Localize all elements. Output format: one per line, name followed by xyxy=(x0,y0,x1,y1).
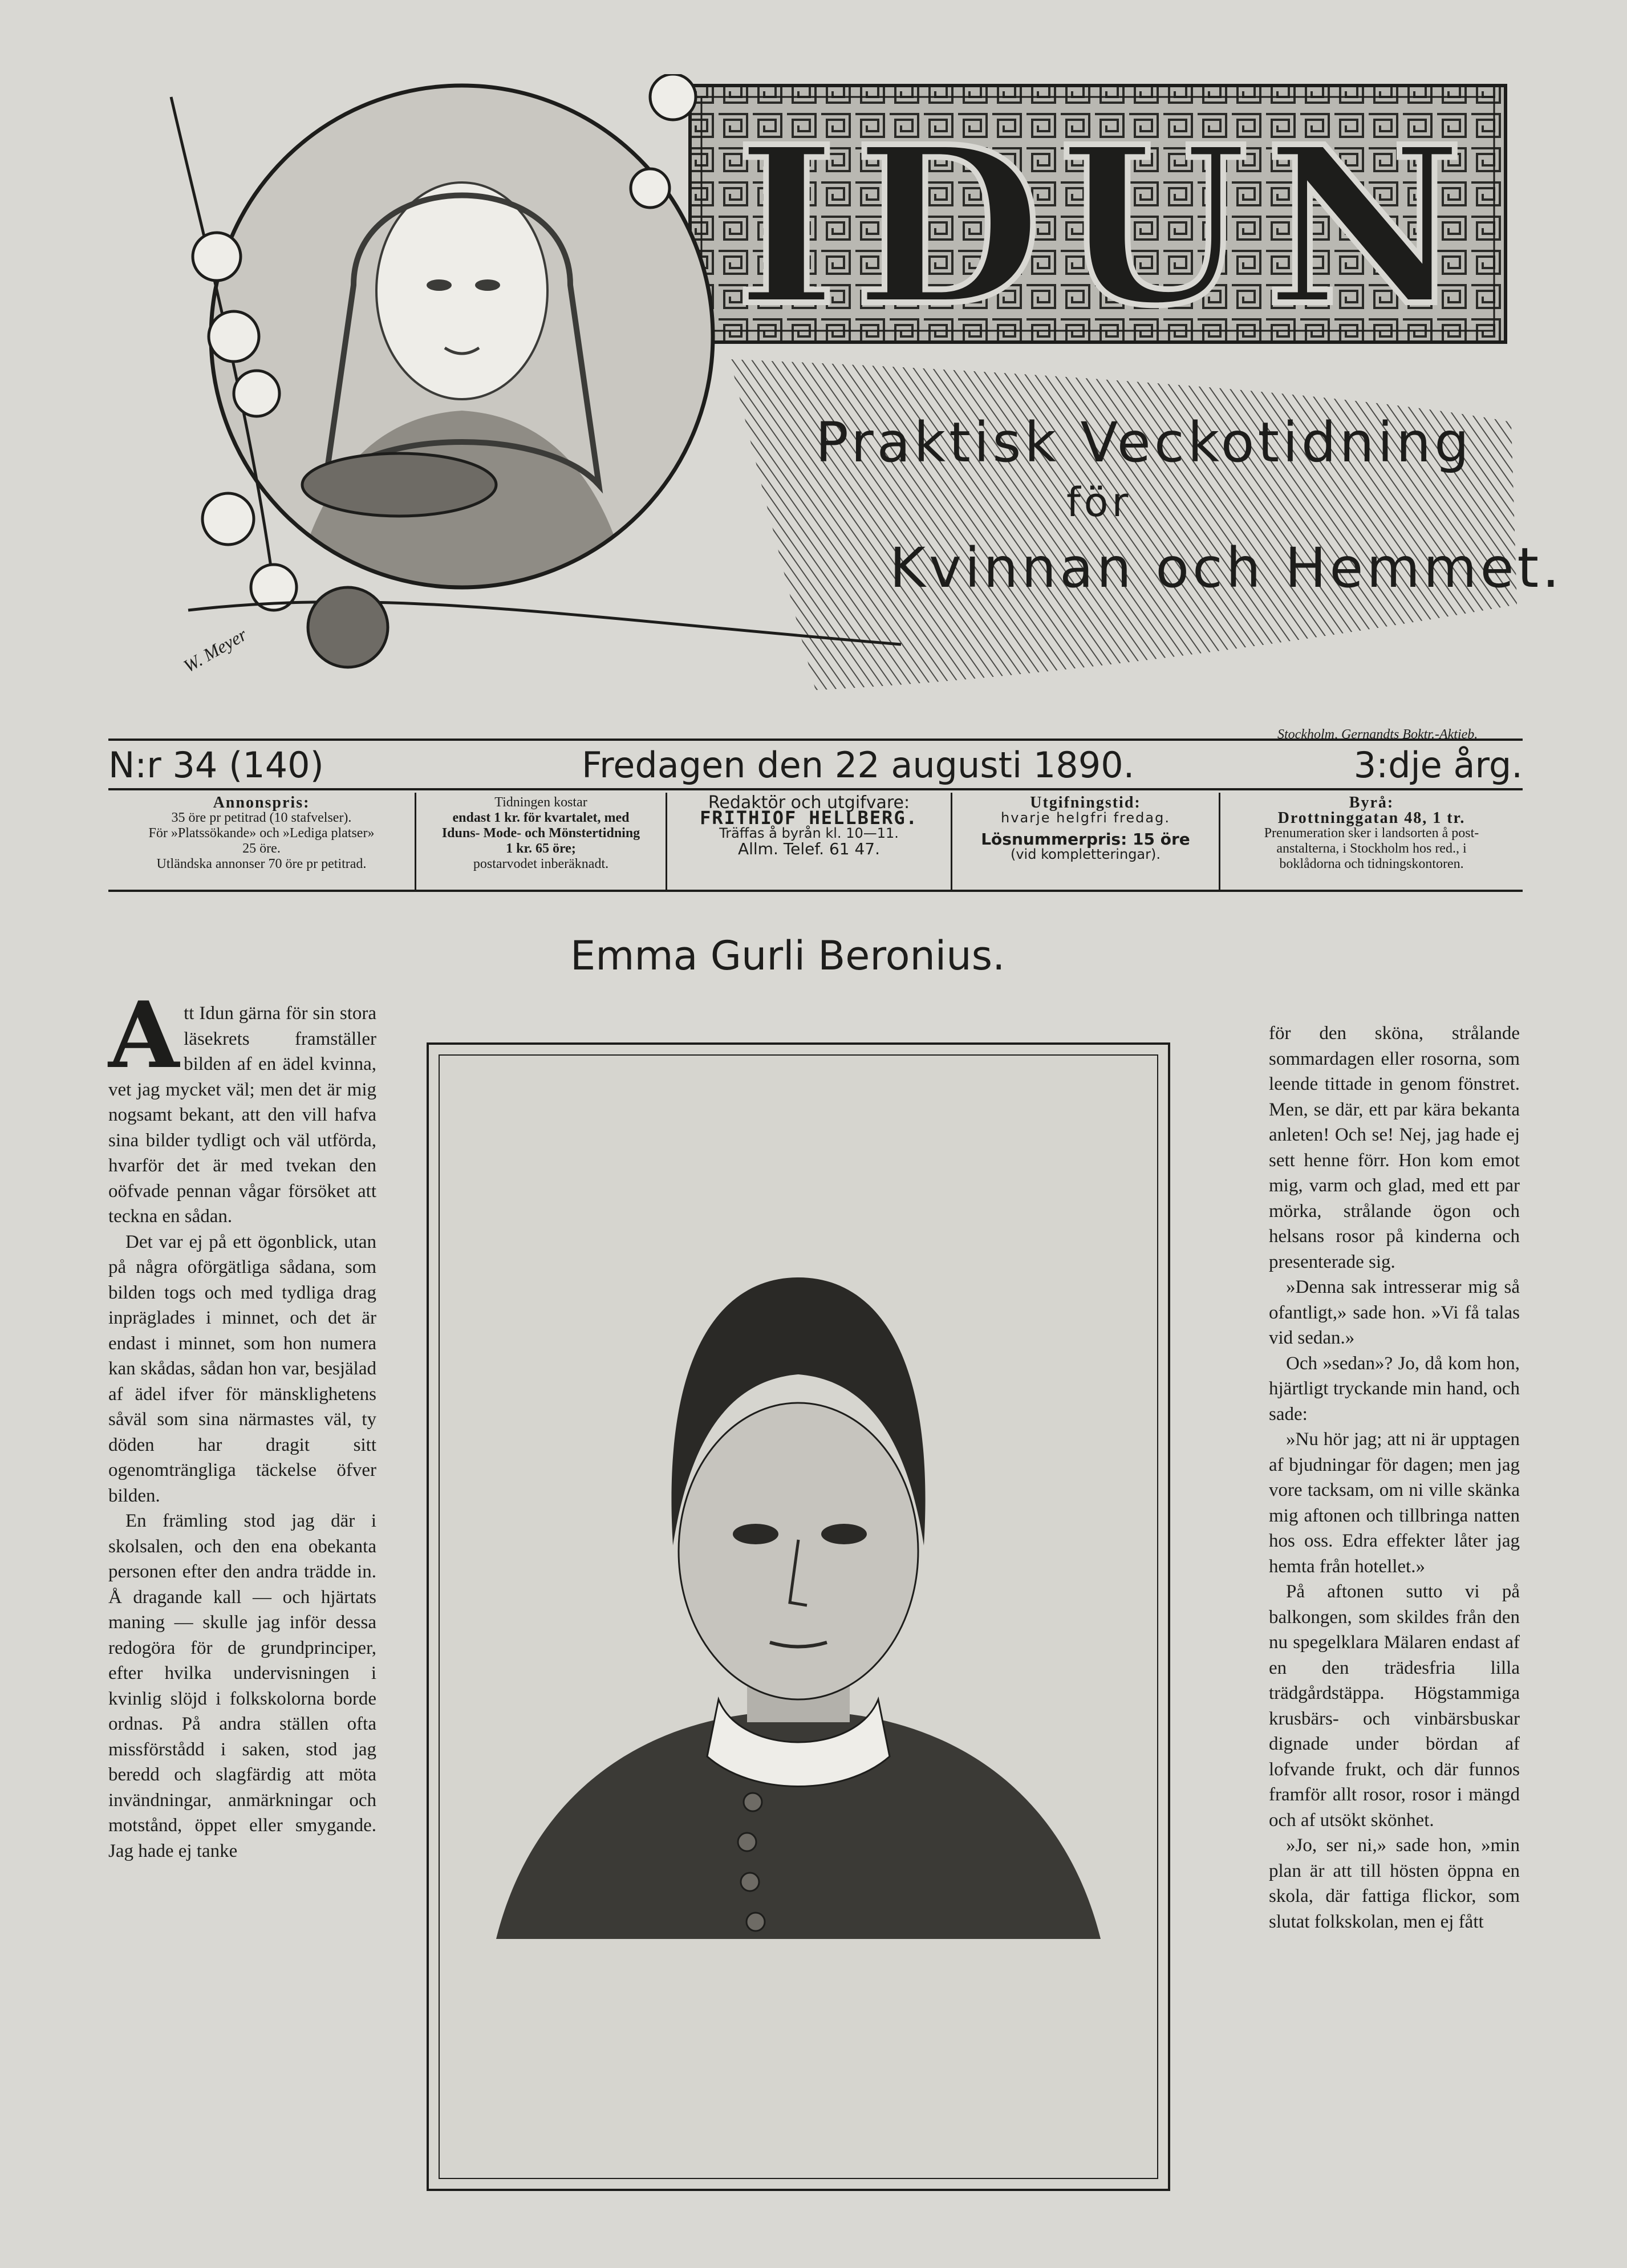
paragraph: På aftonen sutto vi på balkongen, som skildes från den nu spegelklara Mälaren endast af en den trädesfria lilla trädgårdstäppa. Högstammiga krusbärs- och vinbärsbuskar dignade under bördan af lofvande frukt, och där funnos framför allt rosor, rosor i mängd och af utsökt skönhet. xyxy=(1269,1581,1520,1831)
paragraph: »Jo, ser ni,» sade hon, »min plan är att till hösten öppna en skola, där fattiga flickor, som slutat folkskolan, men ej fått xyxy=(1269,1835,1520,1932)
publication-box: Utgifningstid: hvarje helgfri fredag. Lösnummerpris: 15 öre (vid kompletteringar). xyxy=(952,793,1220,890)
idun-title-graphic: IDUN xyxy=(736,99,1481,354)
paragraph: Det var ej på ett ögonblick, utan på några oförgätliga sådana, som bilden togs och med tydliga drag inpräglades i minnet, och det är endast i minnet, som hon numera kan skådas, sådan hon var, besjälad af ädel ifver för mänsklighetens såväl som sina närmastes väl, ty döden har dragit sitt ogenomträngliga täckelse öfver bilden. xyxy=(108,1231,376,1506)
masthead-illustration xyxy=(103,74,1528,724)
article-column-right xyxy=(1269,1021,1520,1934)
article-column-left xyxy=(108,981,376,1864)
issue-number: N:r 34 (140) xyxy=(108,744,324,786)
paragraph: En främling stod jag där i skolsalen, och den ena obekanta personen efter den andra trädde in. Å dragande kall — och hjärtats maning — skulle jag inför dessa redogöra för de grundprinciper, efter hvilka undervisningen i kvinlig slöjd i folkskolorna borde ordnas. På andra ställen ofta missförstådd i saken, stod jag beredd och slagfärdig att möta invändningar, anmärkningar och motstånd, öppet eller smygande. Jag hade ej tanke xyxy=(108,1511,376,1861)
issue-date: Fredagen den 22 augusti 1890. xyxy=(582,744,1135,786)
office-box: Byrå: Drottninggatan 48, 1 tr. Prenumeration sker i landsorten å post- anstalterna, i Stockholm hos red., i boklådorna och tidningskontoren. xyxy=(1264,794,1479,871)
info-boxes xyxy=(108,793,1523,890)
subtitle-line-3: Kvinnan och Hemmet. xyxy=(890,536,1563,600)
portrait-engraving xyxy=(422,1038,1175,2196)
paragraph: för den sköna, strålande sommardagen eller rosorna, som leende tittade in genom fönstret. Men, se där, ett par kära bekanta anleten! Och se! Nej, jag hade ej sett henne förr. Hon kom emot mig, varm och glad, med ett par mörka, strålande ögon och helsans rosor på kinderna och presenterade sig. xyxy=(1269,1023,1520,1272)
subtitle-line-2: för xyxy=(1066,479,1132,526)
rule-mid xyxy=(108,788,1523,790)
paragraph xyxy=(108,981,376,1230)
subtitle-line-1: Praktisk Veckotidning xyxy=(815,411,1473,474)
artist-signature: W. Meyer xyxy=(180,624,250,677)
article-title: Emma Gurli Beronius. xyxy=(570,932,1005,979)
rule-top xyxy=(108,739,1523,741)
subscription-box: Tidningen kostar endast 1 kr. för kvartalet, med Iduns- Mode- och Mönstertidning 1 kr. 65 öre; postarvodet inberäknadt. xyxy=(416,793,667,890)
issue-volume: 3:dje årg. xyxy=(1353,744,1523,786)
paragraph-text: tt Idun gärna för sin stora läsekrets framställer bilden af en ädel kvinna, vet jag mycket väl; men det är mig nogsamt bekant, att den vill hafva sina bilder tydligt och väl utförda, hvarför det är med tvekan den oöfvade pennan vågar försöket att teckna en sådan. xyxy=(108,1003,376,1227)
editor-box: Redaktör och utgifvare: FRITHIOF HELLBERG. Träffas å byrån kl. 10—11. Allm. Telef. 61 47. xyxy=(667,793,952,890)
paragraph: »Nu hör jag; att ni är upptagen af bjudningar för dagen; men jag vore tacksam, om ni ville skänka mig aftonen och tillbringa natten hos oss. Edra effekter låter jag hemta från hotellet.» xyxy=(1269,1429,1520,1577)
paragraph: Och »sedan»? Jo, då kom hon, hjärtligt tryckande min hand, och sade: xyxy=(1269,1353,1520,1425)
advert-price-box: Annonspris: 35 öre pr petitrad (10 stafvelser). För »Platssökande» och »Lediga platser» 25 öre. Utländska annonser 70 öre pr petitrad. xyxy=(108,793,416,890)
printer-credit: Stockholm, Gernandts Boktr.-Aktieb. xyxy=(1277,727,1478,742)
rule-bottom xyxy=(108,890,1523,892)
issue-line xyxy=(108,744,1523,784)
paragraph: »Denna sak intresserar mig så ofantligt,» sade hon. »Vi få talas vid sedan.» xyxy=(1269,1277,1520,1348)
drop-cap: A xyxy=(108,981,180,1089)
